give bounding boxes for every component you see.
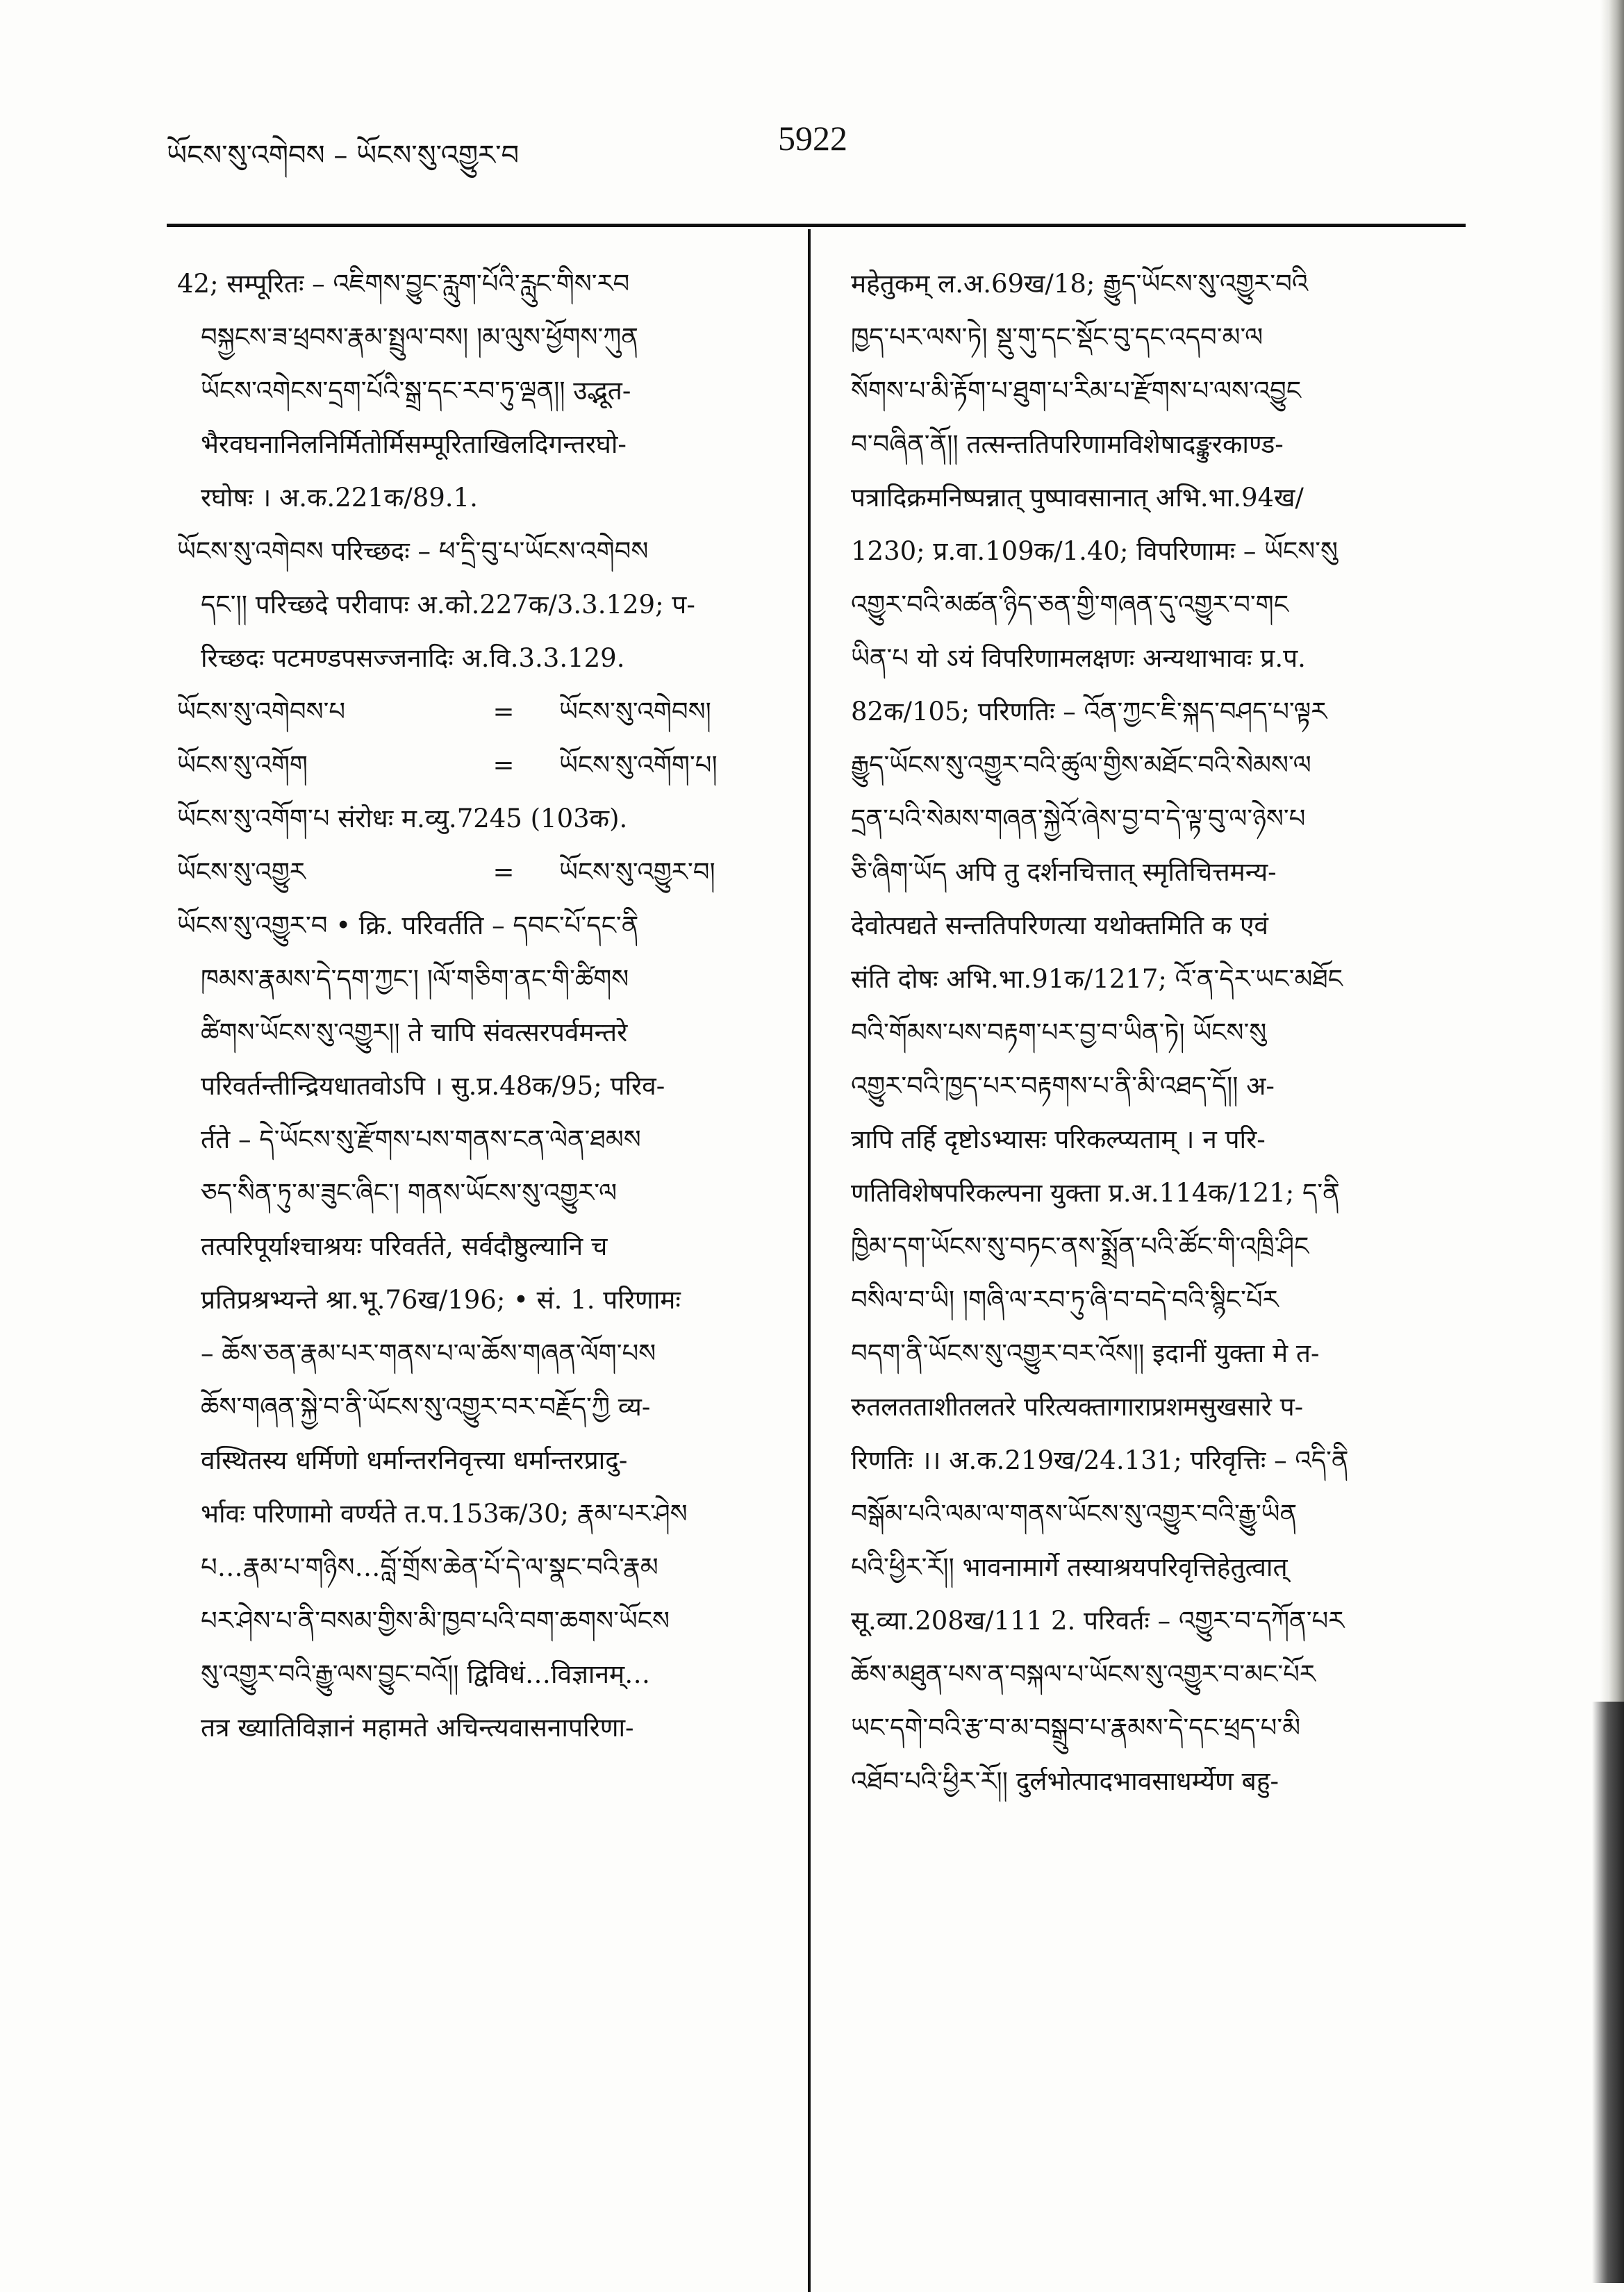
entry-line: वस्थितस्य धर्मिणो धर्मान्तरनिवृत्त्या धर्मान्तरप्रादु- bbox=[201, 1445, 628, 1475]
entry-line: པ…རྣམ་པ་གཉིས…བློ་གྲོས་ཆེན་པོ་དེ་ལ་སྣང་བའི་རྣམ bbox=[201, 1552, 658, 1582]
entry-line: सू.व्या.208ख/111 2. परिवर्तः – འགྱུར་བ་དཀོན་པར bbox=[851, 1606, 1345, 1636]
entry-target: ཡོངས་སུ་འགེབས། bbox=[559, 697, 711, 726]
entry-line: ཡང་དགེ་བའི་རྩ་བ་མ་བསྒྲུབ་པ་རྣམས་དེ་དང་ཕྲད་པ་མི bbox=[851, 1713, 1301, 1743]
entry-headword-line: 42; सम्पूरितः – འཇིགས་བྱུང་རླུག་པོའི་རླུང་གིས་རབ bbox=[177, 269, 630, 299]
entry-line: ཁམས་རྣམས་དེ་དག་ཀྱང་། །ལོ་གཅིག་ནང་གི་ཚིགས bbox=[201, 964, 629, 994]
entry-headword-line: ཡོངས་སུ་འགོག་པ संरोधः म.व्यु.7245 (103क). bbox=[177, 804, 628, 833]
entry-line: པར་ཤེས་པ་ནི་བསམ་གྱིས་མི་ཁྱབ་པའི་བག་ཆགས་ཡོངས bbox=[201, 1606, 670, 1636]
entry-line: འཐོབ་པའི་ཕྱིར་རོ།། दुर्लभोत्पादभावसाधर्म्येण बहु- bbox=[851, 1766, 1279, 1796]
entry-line: त्रापि तर्हि दृष्टोऽभ्यासः परिकल्प्यताम् । न परि- bbox=[851, 1124, 1266, 1154]
entry-line: དང་།། परिच्छदे परीवापः अ.को.227क/3.3.129; प- bbox=[201, 590, 695, 620]
entry-line: रघोषः । अ.क.221क/89.1. bbox=[201, 483, 478, 513]
entry-line: ཅད་སིན་ཏུ་མ་ཟུང་ཞིང་། གནས་ཡོངས་སུ་འགྱུར་ལ bbox=[201, 1178, 618, 1208]
entry-line: भैरवघनानिलनिर्मितोर्मिसम्पूरिताखिलदिगन्तरघो- bbox=[201, 429, 627, 459]
entry-term: ཡོངས་སུ་འགེབས་པ bbox=[177, 697, 346, 726]
entry-line: णतिविशेषपरिकल्पना युक्ता प्र.अ.114क/121; ད་ནི bbox=[851, 1178, 1340, 1208]
cross-reference-entry bbox=[177, 738, 788, 792]
entry-line: རྒྱུད་ཡོངས་སུ་འགྱུར་བའི་ཚུལ་གྱིས་མཐོང་བའི་སེམས་ལ bbox=[851, 750, 1311, 780]
entry-line: ཅི་ཞིག་ཡོད अपि तु दर्शनचित्तात् स्मृतिचित्तमन्य- bbox=[851, 857, 1277, 887]
entry-line: र्भावः परिणामो वर्ण्यते त.प.153क/30; རྣམ་པར་ཤེས bbox=[201, 1499, 688, 1529]
entry-line: དྲན་པའི་སེམས་གཞན་སྐྱེའོ་ཞེས་བྱ་བ་དེ་ལྟ་བུ་ལ་ཉེས་པ bbox=[851, 804, 1306, 833]
entry-line: रुतलतताशीतलतरे परित्यक्तागाराप्रशमसुखसारे प- bbox=[851, 1392, 1304, 1422]
entry-line: ཆོས་མཐུན་པས་ན་བསྐལ་པ་ཡོངས་སུ་འགྱུར་བ་མང་པོར bbox=[851, 1659, 1316, 1689]
entry-line: – ཆོས་ཅན་རྣམ་པར་གནས་པ་ལ་ཆོས་གཞན་ལོག་པས bbox=[201, 1338, 656, 1368]
entry-headword-line: ཡོངས་སུ་འགྱུར་བ • क्रि. परिवर्तति – དབང་པོ་དང་ནི bbox=[177, 911, 639, 940]
entry-line: रिणतिः ।। अ.क.219ख/24.131; परिवृत्तिः – འདི་ནི bbox=[851, 1445, 1349, 1475]
column-divider bbox=[808, 229, 811, 2292]
entry-line: ཡིན་པ यो ऽयं विपरिणामलक्षणः अन्यथाभावः प्र.प. bbox=[851, 643, 1306, 673]
entry-line: रिच्छदः पटमण्डपसज्जनादिः अ.वि.3.3.129. bbox=[201, 643, 625, 673]
page-edge-dark bbox=[1592, 1702, 1624, 2283]
right-column bbox=[851, 257, 1462, 1808]
entry-line: परिवर्तन्तीन्द्रियधातवोऽपि । सु.प्र.48क/95; परिव- bbox=[201, 1071, 665, 1101]
entry-line: 82क/105; परिणतिः – འོན་ཀྱང་ཇི་སྐད་བཤད་པ་ལྟར bbox=[851, 697, 1327, 726]
entry-line: སོགས་པ་མི་རྟོག་པ་ཐུག་པ་རིམ་པ་རྫོགས་པ་ལས་འབྱུང bbox=[851, 376, 1302, 406]
entry-line: ཁྱིམ་དག་ཡོངས་སུ་བཏང་ནས་སྨྲོན་པའི་ཚོང་གི་འཁྲི་ཤིང bbox=[851, 1231, 1309, 1261]
entry-term: ཡོངས་སུ་འགྱུར bbox=[177, 857, 306, 887]
entry-line: བའི་གོམས་པས་བརྟག་པར་བྱ་བ་ཡིན་ཏེ། ཡོངས་སུ bbox=[851, 1018, 1267, 1047]
cross-reference-entry bbox=[177, 685, 788, 738]
entry-line: ཡོངས་འགེངས་དྲག་པོའི་སྒྲ་དང་རབ་ཏུ་ལྡན།། उद्भूत- bbox=[201, 376, 631, 406]
entry-line: བསིལ་བ་ཡི། །གཞི་ལ་རབ་ཏུ་ཞི་བ་བདེ་བའི་སྙིང་པོར bbox=[851, 1285, 1279, 1315]
entry-line: ཆོས་གཞན་སྐྱེ་བ་ནི་ཡོངས་སུ་འགྱུར་བར་བརྗོད་ཀྱི व्य- bbox=[201, 1392, 651, 1422]
entry-line: देवोत्पद्यते सन्ततिपरिणत्या यथोक्तमिति क एवं bbox=[851, 911, 1269, 940]
entry-line: བ་བཞིན་ནོ།། तत्सन्ततिपरिणामविशेषादङ्कुरकाण्ड- bbox=[851, 429, 1284, 459]
entry-line: महेतुकम् ल.अ.69ख/18; རྒྱུད་ཡོངས་སུ་འགྱུར་བའི bbox=[851, 269, 1309, 299]
entry-line: བསྐྱངས་ཟ་ཕྲབས་རྣམ་སྤྲུལ་བས། །མ་ལུས་ཕྱོགས་ཀུན bbox=[201, 322, 638, 352]
entry-line: པའི་ཕྱིར་རོ།། भावनामार्गे तस्याश्रयपरिवृत्तिहेतुत्वात् bbox=[851, 1552, 1288, 1582]
entry-line: ཚིགས་ཡོངས་སུ་འགྱུར།། ते चापि संवत्सरपर्वमन्तरे bbox=[201, 1018, 628, 1047]
entry-line: संति दोषः अभि.भा.91क/1217; འོ་ན་དེར་ཡང་མཐོང bbox=[851, 964, 1343, 994]
entry-target: ཡོངས་སུ་འགྱུར་བ། bbox=[559, 857, 715, 887]
entry-line: ཁྱད་པར་ལས་ཏེ། སྡུ་གུ་དང་སྡོང་བུ་དང་འདབ་མ་ལ bbox=[851, 322, 1263, 352]
entry-line: तत्र ख्यातिविज्ञानं महामते अचिन्त्यवासनापरिणा- bbox=[201, 1713, 634, 1743]
entry-line: पत्रादिक्रमनिष्पन्नात् पुष्पावसानात् अभि.भा.94ख/ bbox=[851, 483, 1304, 513]
entry-term: ཡོངས་སུ་འགོག bbox=[177, 750, 308, 780]
entry-line: འགྱུར་བའི་མཚན་ཉིད་ཅན་གྱི་གཞན་དུ་འགྱུར་བ་གང bbox=[851, 590, 1289, 620]
entry-headword-line: ཡོངས་སུ་འགེབས परिच्छदः – ཕ་དྲི་བུ་པ་ཡོངས་འགེབས bbox=[177, 536, 649, 566]
page-number: 5922 bbox=[778, 119, 847, 158]
entry-line: प्रतिप्रश्रभ्यन्ते श्रा.भू.76ख/196; • सं. 1. परिणामः bbox=[201, 1285, 681, 1315]
entry-line: སུ་འགྱུར་བའི་རྒྱུ་ལས་བྱུང་བའོ།། द्विविधं…विज्ञानम्… bbox=[201, 1659, 651, 1689]
entry-line: र्तते – དེ་ཡོངས་སུ་རྫོགས་པས་གནས་ངན་ལེན་ཐམས bbox=[201, 1124, 641, 1154]
left-column bbox=[177, 257, 788, 1754]
equals-sign: = bbox=[492, 857, 515, 887]
entry-line: 1230; प्र.वा.109क/1.40; विपरिणामः – ཡོངས་སུ bbox=[851, 536, 1338, 566]
entry-line: བསྒོམ་པའི་ལམ་ལ་གནས་ཡོངས་སུ་འགྱུར་བའི་རྒྱུ་ཡིན bbox=[851, 1499, 1298, 1529]
entry-line: བདག་ནི་ཡོངས་སུ་འགྱུར་བར་འོས།། इदानीं युक्ता मे त- bbox=[851, 1338, 1320, 1368]
header-rule bbox=[167, 224, 1466, 227]
entry-line: तत्परिपूर्याश्चाश्रयः परिवर्तते, सर्वदौष्ठुल्यानि च bbox=[201, 1231, 608, 1261]
equals-sign: = bbox=[492, 697, 515, 726]
running-header-title: ཡོངས་སུ་འགེབས – ཡོངས་སུ་འགྱུར་བ bbox=[167, 140, 520, 172]
equals-sign: = bbox=[492, 750, 515, 780]
entry-line: འགྱུར་བའི་ཁྱད་པར་བརྟགས་པ་ནི་མི་འཐད་དོ།། अ- bbox=[851, 1071, 1275, 1101]
entry-target: ཡོངས་སུ་འགོག་པ། bbox=[559, 750, 718, 780]
cross-reference-entry bbox=[177, 845, 788, 899]
